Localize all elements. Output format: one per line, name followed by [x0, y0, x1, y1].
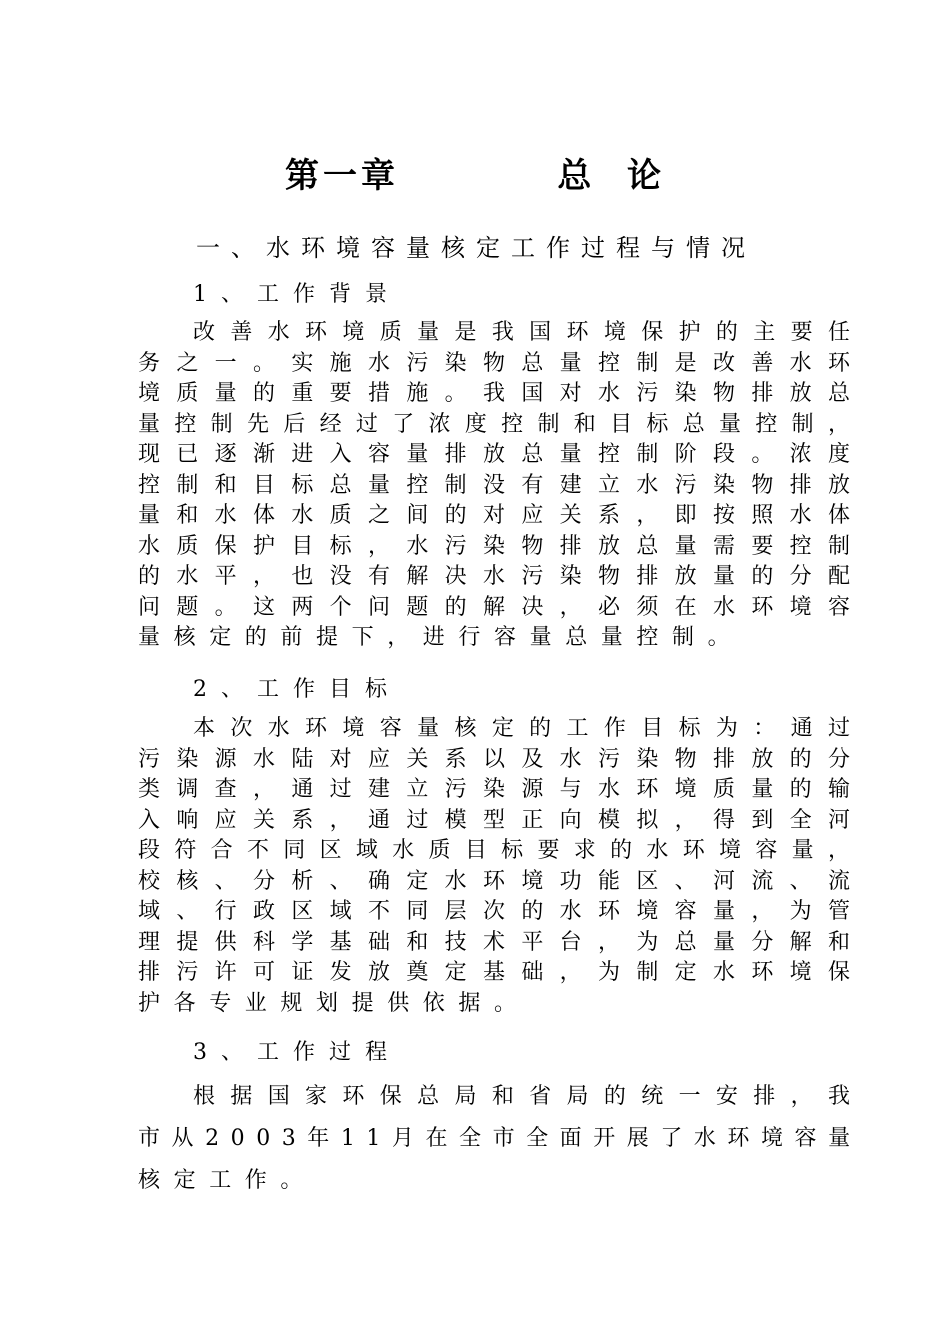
- subsection-heading-goals: 2、工作目标: [193, 677, 401, 702]
- text-line: 类调查，通过建立污染源与水环境质量的输: [138, 777, 867, 802]
- chapter-title: 第一章 总 论: [284, 156, 666, 196]
- text-line: 量控制先后经过了浓度控制和目标总量控制，: [138, 411, 865, 437]
- paragraph-process: [138, 1076, 866, 1202]
- text-line: 的水平，也没有解决水污染物排放量的分配: [138, 564, 867, 589]
- text-line: 市从2003年11月在全市全面开展了水环境容量: [138, 1126, 862, 1151]
- text-line: 本次水环境容量核定的工作目标为：通过: [193, 716, 866, 741]
- text-line: 量核定的前提下，进行容量总量控制。: [138, 625, 744, 650]
- text-line: 现已逐渐进入容量排放总量控制阶段。浓度: [138, 442, 867, 467]
- text-line: 水质保护目标，水污染物排放总量需要控制: [138, 533, 867, 559]
- text-line: 量和水体水质之间的对应关系，即按照水体: [138, 503, 867, 528]
- text-line: 根据国家环保总局和省局的统一安排，我: [193, 1084, 866, 1109]
- text-line: 污染源水陆对应关系以及水污染物排放的分: [138, 746, 867, 772]
- text-line: 改善水环境质量是我国环境保护的主要任: [193, 320, 866, 345]
- text-line: 入响应关系，通过模型正向模拟，得到全河: [138, 807, 867, 833]
- section-title: 一、水环境容量核定工作过程与情况: [196, 234, 756, 262]
- text-line: 护各专业规划提供依据。: [138, 990, 530, 1016]
- text-line: 域、行政区域不同层次的水环境容量，为管: [138, 899, 867, 924]
- text-line: 控制和目标总量控制没有建立水污染物排放: [138, 472, 867, 498]
- paragraph-goals: [138, 714, 867, 1019]
- text-line: 校核、分析、确定水环境功能区、河流、流: [138, 868, 867, 894]
- text-line: 理提供科学基础和技术平台，为总量分解和: [138, 929, 867, 955]
- text-line: 核定工作。: [138, 1168, 317, 1193]
- subsection-heading-background: 1、工作背景: [193, 282, 401, 307]
- text-line: 境质量的重要措施。我国对水污染物排放总: [138, 381, 867, 406]
- text-line: 务之一。实施水污染物总量控制是改善水环: [138, 350, 867, 376]
- text-line: 问题。这两个问题的解决，必须在水环境容: [138, 594, 867, 620]
- paragraph-background: [138, 318, 867, 654]
- text-line: 排污许可证发放奠定基础，为制定水环境保: [138, 960, 867, 985]
- subsection-heading-process: 3、工作过程: [193, 1040, 401, 1065]
- text-line: 段符合不同区域水质目标要求的水环境容量，: [138, 838, 865, 863]
